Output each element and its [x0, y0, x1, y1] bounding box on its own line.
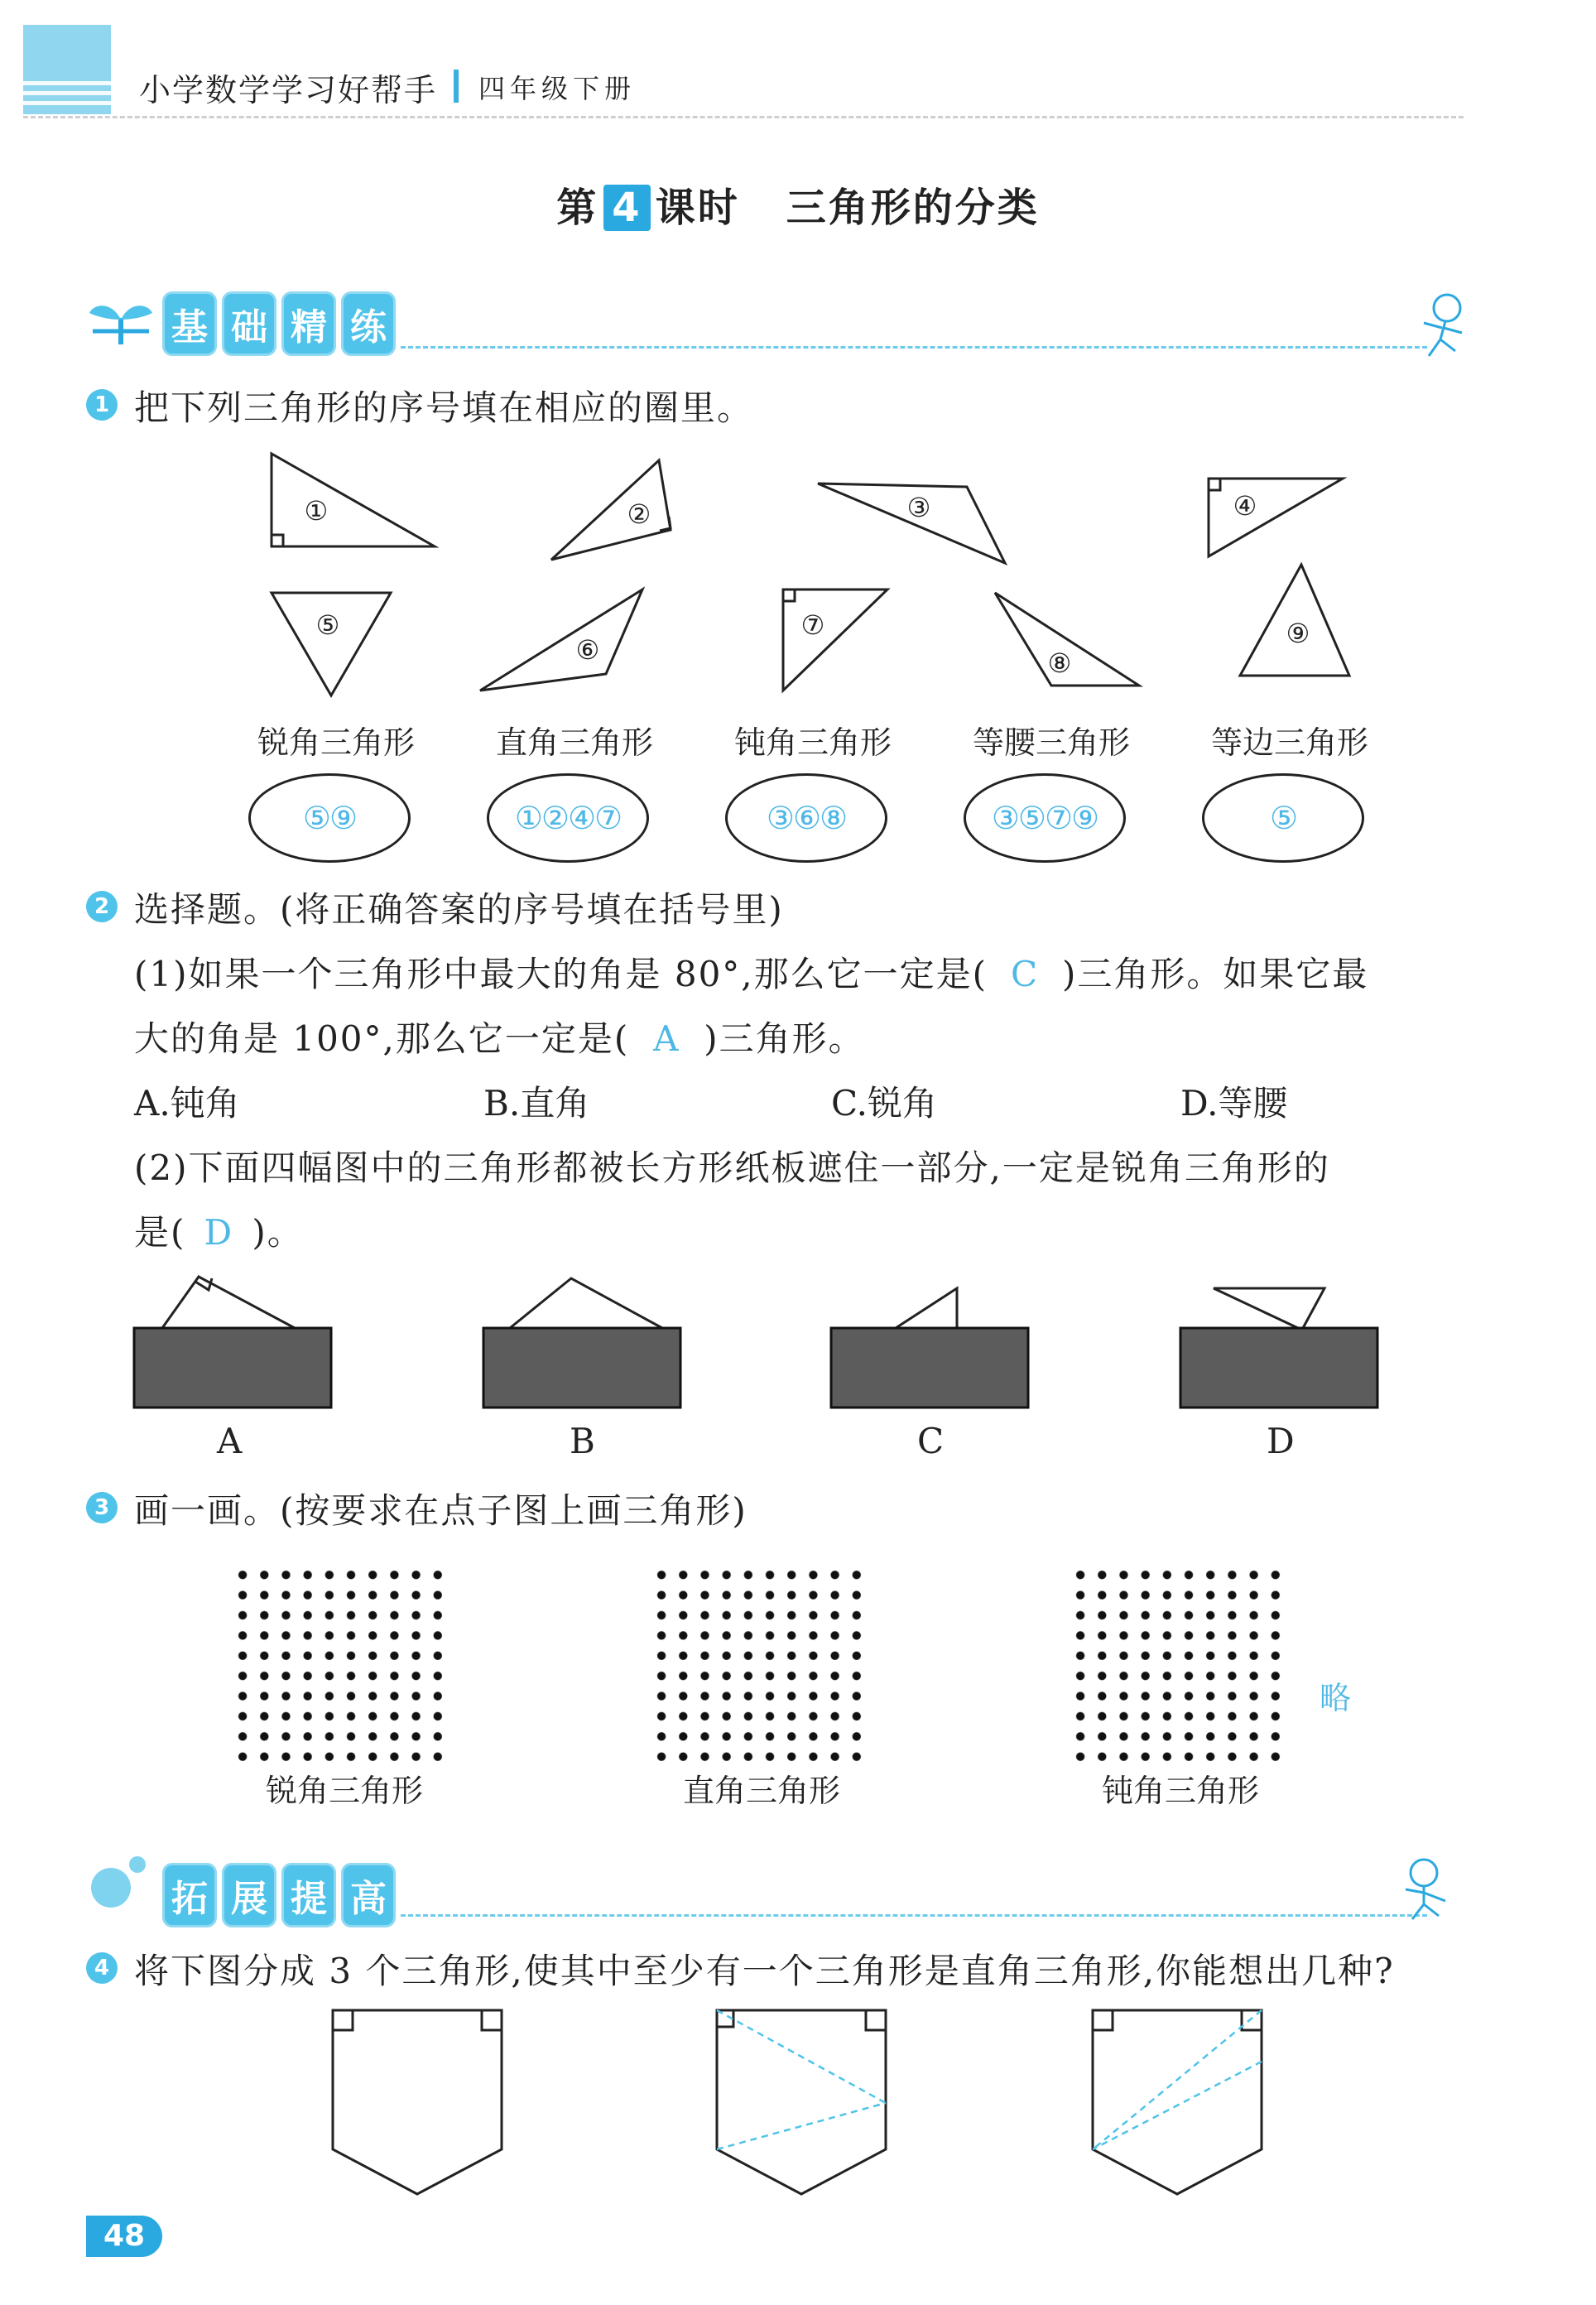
page-number: 48: [86, 2216, 162, 2257]
cover-board-d: [1180, 1328, 1377, 1408]
option-c: C.锐角: [831, 1083, 937, 1124]
lesson-suffix: 课时: [655, 185, 740, 231]
section-extend-char: 高: [341, 1863, 396, 1927]
dot-grid-acute[interactable]: [232, 1565, 449, 1767]
section-extend: [162, 1863, 396, 1927]
q3-answer-omitted: 略: [1320, 1680, 1352, 1716]
triangle-label: ③: [906, 492, 931, 523]
header-rule: [23, 116, 1464, 118]
q2-part1-text: )三角形。如果它最: [1062, 954, 1369, 994]
q2-part2-line2: [134, 1205, 304, 1255]
section-rule: [401, 346, 1427, 349]
q2-part2-line1: (2)下面四幅图中的三角形都被长方形纸板遮住一部分,一定是锐角三角形的: [134, 1148, 1330, 1188]
header-stripe: [23, 101, 111, 105]
cover-board-c: [831, 1328, 1028, 1408]
cover-board-b: [483, 1328, 680, 1408]
figure-label-d: D: [1267, 1421, 1295, 1461]
triangle-label: ④: [1233, 490, 1257, 522]
question-number: 3: [86, 1492, 118, 1523]
section-basic-char: 练: [341, 291, 396, 356]
header-stripe: [23, 91, 111, 95]
grid-label: 直角三角形: [682, 1773, 840, 1809]
question-number: 4: [86, 1952, 118, 1984]
q2-part2-text: 是(: [134, 1212, 186, 1253]
section-basic-char: 精: [281, 291, 336, 356]
q2-part1-line1: [134, 947, 1368, 997]
triangle-5: [272, 593, 391, 695]
section-basic-char: 础: [222, 291, 276, 356]
sprout-icon: [86, 295, 156, 348]
running-kid-icon: [1391, 1853, 1460, 1922]
grid-label: 锐角三角形: [265, 1773, 423, 1809]
lesson-title: [0, 176, 1596, 233]
option-d: D.等腰: [1180, 1083, 1288, 1124]
section-extend-char: 拓: [162, 1863, 217, 1927]
dot-grid-obtuse[interactable]: [1070, 1565, 1286, 1767]
pentagon-1: [333, 2010, 502, 2194]
category-label: 等腰三角形: [972, 724, 1130, 761]
section-basic: [162, 291, 396, 356]
cover-board-a: [134, 1328, 331, 1408]
q2-answer-1[interactable]: C: [1010, 954, 1040, 994]
answer-ellipse-acute[interactable]: ⑤⑨: [248, 773, 411, 863]
triangle-6: [480, 589, 642, 691]
figure-label-c: C: [917, 1421, 945, 1461]
triangle-7: [783, 589, 887, 691]
option-b: B.直角: [483, 1083, 590, 1124]
lesson-prefix: 第: [556, 185, 599, 231]
running-kid-icon: [1407, 290, 1473, 359]
triangle-label: ①: [304, 495, 329, 527]
q2-part2-text: )。: [252, 1212, 304, 1253]
grid-label: 钝角三角形: [1101, 1773, 1259, 1809]
triangle-1: [272, 454, 435, 546]
pentagon-3: [1093, 2010, 1262, 2194]
question-3-text: 画一画。(按要求在点子图上画三角形): [134, 1490, 748, 1531]
dot-grid-right[interactable]: [651, 1565, 868, 1767]
triangle-2: [551, 460, 671, 560]
pentagon-2: [717, 2010, 886, 2194]
pentagon-figures: [0, 2004, 1596, 2202]
answer-ellipse-right[interactable]: ①②④⑦: [487, 773, 649, 863]
q2-part1-text: 大的角是 100°,那么它一定是(: [134, 1018, 630, 1059]
triangle-4: [1209, 479, 1343, 556]
section-extend-char: 提: [281, 1863, 336, 1927]
q2-part1-text: )三角形。: [704, 1018, 865, 1059]
q2-answer-2[interactable]: A: [653, 1018, 680, 1059]
answer-ellipse-isosceles[interactable]: ③⑤⑦⑨: [964, 773, 1126, 863]
question-number: 1: [86, 389, 118, 421]
option-a: A.钝角: [134, 1083, 240, 1124]
bubbles-icon: [86, 1853, 152, 1911]
q2-part1-text: (1)如果一个三角形中最大的角是 80°,那么它一定是(: [134, 954, 988, 994]
answer-ellipse-obtuse[interactable]: ③⑥⑧: [725, 773, 887, 863]
question-1-text: 把下列三角形的序号填在相应的圈里。: [134, 387, 754, 428]
category-label: 直角三角形: [495, 724, 653, 761]
header-divider: [454, 70, 459, 103]
category-label: 锐角三角形: [257, 724, 415, 761]
triangle-label: ⑦: [800, 609, 825, 641]
category-label: 钝角三角形: [733, 724, 892, 761]
book-grade: 四年级下册: [478, 73, 637, 104]
triangle-label: ②: [627, 498, 651, 530]
header-stripe: [23, 81, 111, 85]
answer-ellipse-equilateral[interactable]: ⑤: [1202, 773, 1364, 863]
figure-label-a: A: [217, 1421, 243, 1461]
q2-part1-line2: [134, 1012, 865, 1061]
triangle-label: ⑤: [315, 609, 340, 641]
q2-answer-3[interactable]: D: [204, 1212, 234, 1253]
lesson-name: 三角形的分类: [786, 185, 1040, 231]
book-title: 小学数学学习好帮手: [139, 72, 438, 108]
covered-triangles: [0, 1258, 1596, 1416]
figure-label-b: B: [570, 1421, 595, 1461]
triangle-label: ⑨: [1286, 618, 1310, 649]
section-rule: [401, 1914, 1427, 1917]
question-4-text: 将下图分成 3 个三角形,使其中至少有一个三角形是直角三角形,你能想出几种?: [134, 1951, 1395, 1991]
section-extend-char: 展: [222, 1863, 276, 1927]
question-number: 2: [86, 891, 118, 922]
triangle-label: ⑥: [575, 634, 600, 666]
triangle-figures: [0, 431, 1596, 704]
lesson-number: 4: [603, 185, 650, 231]
triangle-label: ⑧: [1047, 647, 1072, 679]
category-label: 等边三角形: [1210, 724, 1368, 761]
question-2-text: 选择题。(将正确答案的序号填在括号里): [134, 889, 784, 930]
section-basic-char: 基: [162, 291, 217, 356]
